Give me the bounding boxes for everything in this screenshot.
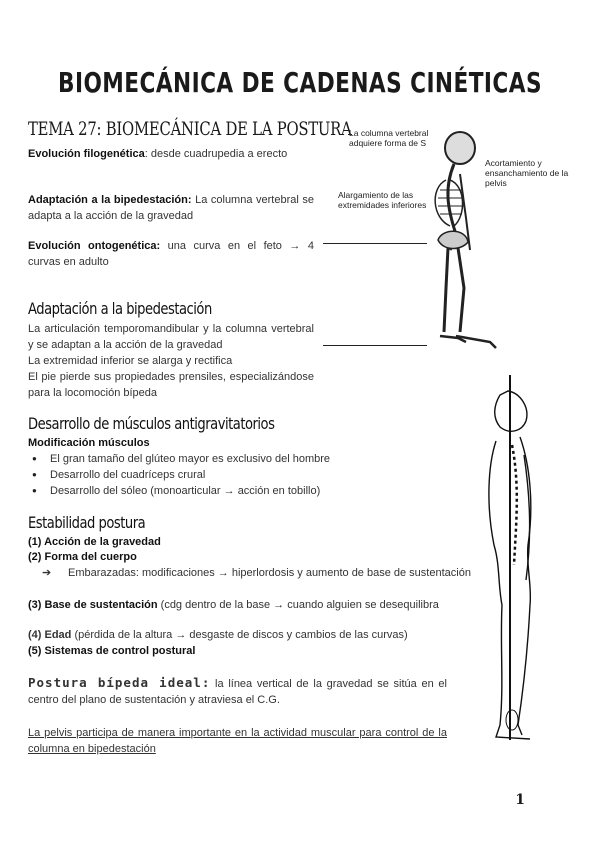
- page-number: 1: [515, 792, 525, 808]
- intro-0-bold: Evolución filogenética: [28, 148, 145, 160]
- section-heading-musculos: Desarrollo de músculos antigravitatorios: [28, 414, 275, 433]
- item-3-bold: (3) Base de sustentación: [28, 599, 158, 611]
- estabilidad-arrow-item: [28, 565, 475, 581]
- leg-outline-front: [518, 605, 530, 735]
- adaptacion-line-1: La extremidad inferior se alarga y rectifica: [28, 355, 233, 367]
- item-4-bold: (4) Edad: [28, 629, 72, 641]
- musculos-list: [28, 451, 388, 499]
- intro-2-text: una curva en el feto → 4 curvas en adulto: [28, 240, 314, 268]
- skeleton-figure: [420, 128, 530, 356]
- leg-back-shape: [444, 248, 448, 332]
- list-item: ● Desarrollo del sóleo (monoarticular → acción en tobillo): [28, 483, 388, 499]
- item-3-text: (cdg dentro de la base → cuando alguien se desequilibra: [157, 599, 439, 611]
- postura-text: la línea vertical de la gravedad se sitúa en el centro del plano de sustentación y atraviesa el C.G.: [28, 678, 447, 706]
- estabilidad-item-2: (2) Forma del cuerpo: [28, 551, 137, 563]
- ankle-shape: [506, 710, 518, 730]
- list-item: ● El gran tamaño del glúteo mayor es exclusivo del hombre: [28, 451, 388, 467]
- intro-0-text: : desde cuadrupedia a erecto: [144, 148, 288, 160]
- estabilidad-item-5: (5) Sistemas de control postural: [28, 645, 196, 657]
- figure-leader-line: [323, 345, 427, 346]
- postura-label: Postura bípeda ideal:: [28, 675, 211, 690]
- adaptacion-line-0: La articulación temporomandibular y la columna vertebral y se adaptan a la acción de la gravedad: [28, 323, 314, 351]
- arrow-item-text: Embarazadas: modificaciones → hiperlordosis y aumento de base de sustentación: [68, 567, 471, 579]
- spine-dotted: [512, 445, 517, 565]
- intro-1-text: La columna vertebral se adapta a la acción de la gravedad: [28, 194, 315, 222]
- estabilidad-item-4: [28, 627, 408, 643]
- musculos-subheading: Modificación músculos: [28, 437, 150, 449]
- leg-front-shape: [458, 248, 464, 332]
- pelvis-shape: [438, 231, 468, 248]
- section-heading-estabilidad: Estabilidad postura: [28, 513, 146, 532]
- page-title: BIOMECÁNICA DE CADENAS CINÉTICAS: [58, 66, 542, 99]
- estabilidad-item-3: [28, 597, 447, 613]
- intro-2-bold: Evolución ontogenética:: [28, 240, 161, 252]
- figure-label-alargamiento: Alargamiento de las extremidades inferiores: [338, 190, 427, 210]
- list-item: ● Desarrollo del cuadríceps crural: [28, 467, 388, 483]
- skull-shape: [445, 132, 475, 164]
- figure-label-acortamiento: Acortamiento y ensanchamiento de la pelvis: [485, 158, 569, 188]
- intro-adaptacion: [28, 192, 314, 224]
- postura-bipeda-paragraph: [28, 675, 447, 708]
- intro-1-bold: Adaptación a la bipedestación:: [28, 194, 192, 206]
- arrow-right-icon: ➔: [42, 567, 52, 579]
- posture-figure: [470, 365, 600, 750]
- topic-heading: TEMA 27: BIOMECÁNICA DE LA POSTURA: [28, 118, 352, 140]
- adaptacion-line-2: El pie pierde sus propiedades prensiles, especializándose para la locomoción bípeda: [28, 371, 314, 399]
- figure-leader-line: [323, 243, 427, 244]
- item-4-text: (pérdida de la altura → desgaste de discos y cambios de las curvas): [71, 629, 408, 641]
- back-outline: [489, 441, 502, 605]
- intro-evolucion-ontogenetica: [28, 238, 314, 270]
- underlined-note: La pelvis participa de manera importante en la actividad muscular para control de la columna en bipedestación: [28, 727, 447, 755]
- feet-shape: [440, 336, 496, 348]
- estabilidad-item-1: (1) Acción de la gravedad: [28, 536, 161, 548]
- figure-label-columna: La columna vertebral adquiere forma de S: [349, 128, 429, 148]
- intro-evolucion-filogenetica: [28, 146, 314, 162]
- section-heading-adaptacion: Adaptación a la bipedestación: [28, 299, 212, 318]
